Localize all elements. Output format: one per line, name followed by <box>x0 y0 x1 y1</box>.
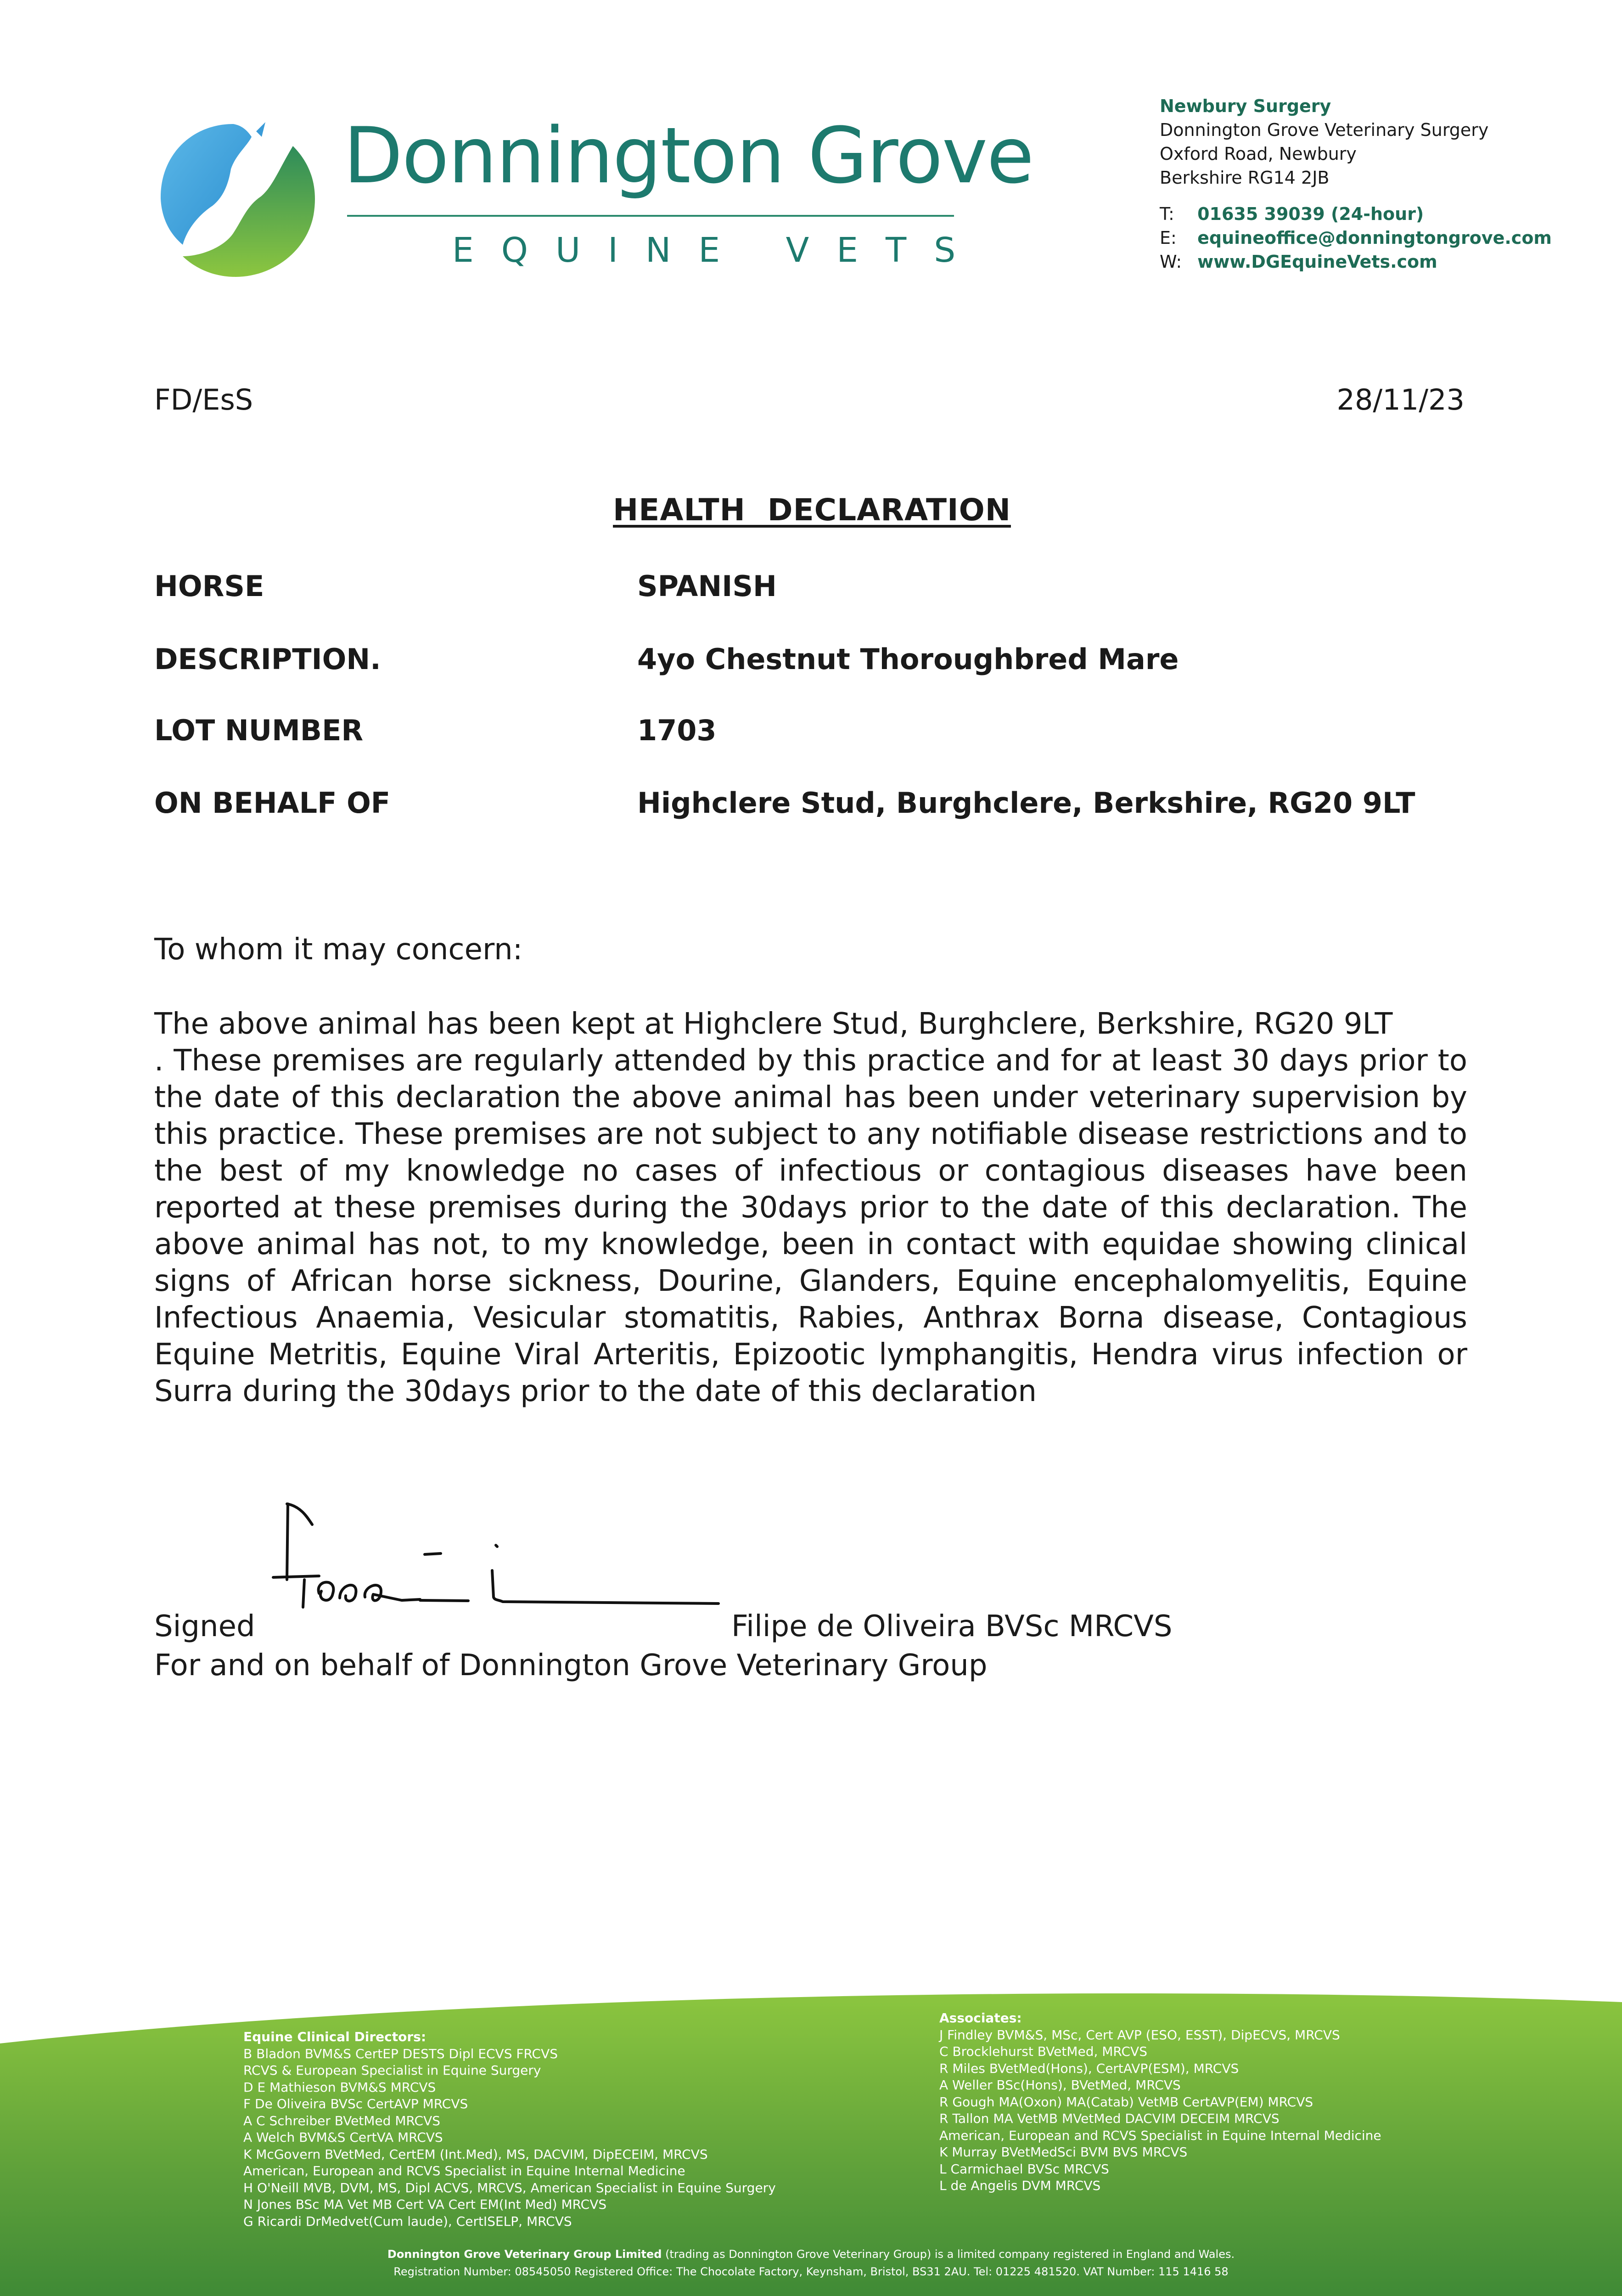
signer-name: Filipe de Oliveira BVSc MRCVS <box>731 1609 1173 1643</box>
handwritten-signature <box>264 1497 723 1649</box>
email-label: E: <box>1160 228 1177 248</box>
company-name: Donnington Grove Veterinary Group Limited <box>387 2248 662 2261</box>
clinical-directors <box>243 2029 776 2230</box>
associate-line: American, European and RCVS Specialist in Equine Internal Medicine <box>939 2127 1381 2143</box>
associate-line: L de Angelis DVM MRCVS <box>939 2178 1101 2193</box>
address-line: Donnington Grove Veterinary Surgery <box>1160 120 1489 140</box>
associate-line: K Murray BVetMedSci BVM BVS MRCVS <box>939 2144 1188 2160</box>
associate-line: L Carmichael BVSc MRCVS <box>939 2161 1109 2177</box>
brand-subtitle: EQUINE VETS <box>452 231 983 270</box>
associate-line: R Miles BVetMed(Hons), CertAVP(ESM), MRCVS <box>939 2060 1239 2076</box>
director-line: H O'Neill MVB, DVM, MS, Dipl ACVS, MRCVS, American Specialist in Equine Surgery <box>243 2180 776 2195</box>
signed-label: Signed <box>154 1609 255 1643</box>
address-line: Oxford Road, Newbury <box>1160 144 1357 164</box>
document-title <box>0 492 1622 528</box>
website-link[interactable]: www.DGEquineVets.com <box>1197 252 1437 272</box>
associate-line: C Brocklehurst BVetMed, MRCVS <box>939 2044 1147 2059</box>
brand-name: Donnington Grove <box>343 111 1033 201</box>
field-value-description: 4yo Chestnut Thoroughbred Mare <box>637 642 1179 676</box>
horse-logo-icon <box>155 118 320 284</box>
director-line: D E Mathieson BVM&S MRCVS <box>243 2079 436 2095</box>
company-registration-text: (trading as Donnington Grove Veterinary Group) is a limited company registered in England and Wales. <box>662 2248 1235 2261</box>
reference-code: FD/EsS <box>154 383 253 416</box>
body-first-line: The above animal has been kept at Highclere Stud, Burghclere, Berkshire, RG20 9LT <box>154 1007 1393 1041</box>
director-line: A Welch BVM&S CertVA MRCVS <box>243 2130 443 2145</box>
on-behalf-line: For and on behalf of Donnington Grove Veterinary Group <box>154 1649 988 1683</box>
brand-divider <box>347 215 954 217</box>
field-label-lot-number: LOT NUMBER <box>154 714 364 747</box>
director-line: N Jones BSc MA Vet MB Cert VA Cert EM(Int Med) MRCVS <box>243 2197 607 2212</box>
field-label-description: DESCRIPTION. <box>154 642 381 676</box>
field-label-on-behalf-of: ON BEHALF OF <box>154 786 391 820</box>
director-line: G Ricardi DrMedvet(Cum laude), CertISELP, MRCVS <box>243 2213 572 2229</box>
address-line: Berkshire RG14 2JB <box>1160 168 1330 188</box>
associates <box>939 2010 1381 2195</box>
salutation: To whom it may concern: <box>154 933 523 967</box>
legal-line-2: Registration Number: 08545050 Registered Office: The Chocolate Factory, Keynsham, Bristol, BS31 2AU. Tel: 01225 481520. VAT Number: 115 1416 58 <box>393 2265 1229 2278</box>
email-row <box>1160 226 1552 250</box>
phone-row <box>1160 202 1552 226</box>
director-line: RCVS & European Specialist in Equine Surgery <box>243 2063 541 2078</box>
legal-line-1 <box>0 2245 1622 2263</box>
director-line: B Bladon BVM&S CertEP DESTS Dipl ECVS FRCVS <box>243 2046 558 2061</box>
surgery-address <box>1160 94 1488 190</box>
associate-line: R Gough MA(Oxon) MA(Catab) VetMB CertAVP(EM) MRCVS <box>939 2094 1313 2110</box>
declaration-paragraph: . These premises are regularly attended by this practice and for at least 30 days prior to the date of this declaration the above animal has been under veterinary supervision by this practice. These premises are not subject to any notifiable disease restrictions and to the best of my knowledge no cases of infectious or contagious diseases have been reported at these premises during the 30days prior to the date of this declaration. The above animal has not, to my knowledge, been in contact with equidae showing clinical signs of African horse sickness, Dourine, Glanders, Equine encephalomyelitis, Equine Infectious Anaemia, Vesicular stomatitis, Rabies, Anthrax Borna disease, Contagious Equine Metritis, Equine Viral Arteritis, Epizootic lymphangitis, Hendra virus infection or Surra during the 30days prior to the date of this declaration <box>154 1044 1467 1408</box>
website-label: W: <box>1160 252 1182 272</box>
associates-heading: Associates: <box>939 2010 1022 2026</box>
contact-details <box>1160 202 1552 274</box>
field-label-horse: HORSE <box>154 569 264 603</box>
field-value-on-behalf-of: Highclere Stud, Burghclere, Berkshire, RG20 9LT <box>637 786 1415 820</box>
field-value-lot-number: 1703 <box>637 714 717 747</box>
associate-line: J Findley BVM&S, MSc, Cert AVP (ESO, ESST), DipECVS, MRCVS <box>939 2027 1340 2043</box>
directors-heading: Equine Clinical Directors: <box>243 2029 427 2044</box>
website-row <box>1160 250 1552 274</box>
phone-label: T: <box>1160 204 1174 224</box>
document-title-text: HEALTH DECLARATION <box>613 492 1011 528</box>
legal-notice <box>0 2245 1622 2280</box>
director-line: F De Oliveira BVSc CertAVP MRCVS <box>243 2096 468 2111</box>
surgery-name: Newbury Surgery <box>1160 96 1331 116</box>
document-date: 28/11/23 <box>1336 383 1465 416</box>
director-line: American, European and RCVS Specialist in Equine Internal Medicine <box>243 2163 685 2178</box>
email-link[interactable]: equineoffice@donningtongrove.com <box>1197 228 1552 248</box>
director-line: K McGovern BVetMed, CertEM (Int.Med), MS, DACVIM, DipECEIM, MRCVS <box>243 2146 708 2162</box>
director-line: A C Schreiber BVetMed MRCVS <box>243 2113 441 2128</box>
phone-number[interactable]: 01635 39039 (24-hour) <box>1197 204 1424 224</box>
associate-line: A Weller BSc(Hons), BVetMed, MRCVS <box>939 2077 1181 2093</box>
field-value-horse: SPANISH <box>637 569 777 603</box>
associate-line: R Tallon MA VetMB MVetMed DACVIM DECEIM MRCVS <box>939 2111 1280 2126</box>
